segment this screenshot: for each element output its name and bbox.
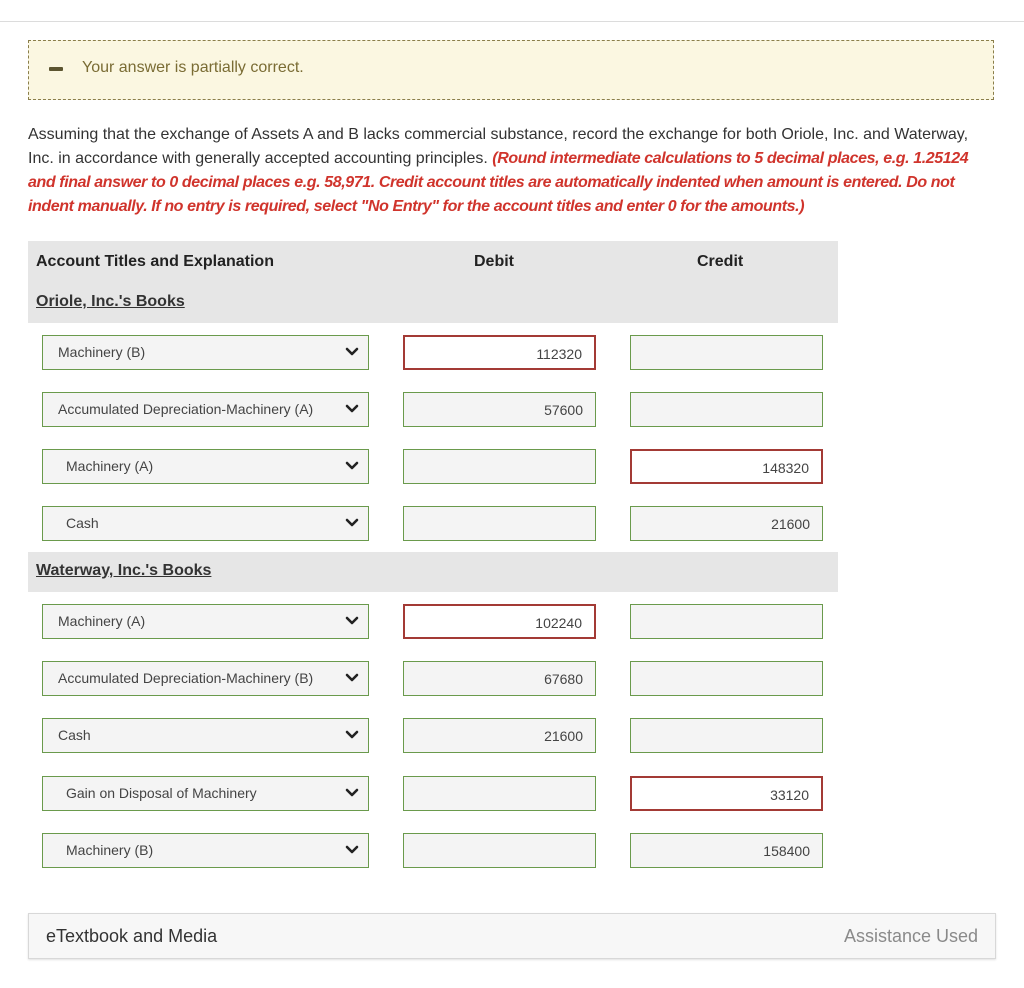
account-select[interactable] xyxy=(42,718,369,753)
chevron-down-icon xyxy=(345,616,359,626)
account-select[interactable] xyxy=(42,776,369,811)
chevron-down-icon xyxy=(345,730,359,740)
credit-input[interactable] xyxy=(630,392,823,427)
chevron-down-icon xyxy=(345,518,359,528)
account-select-value: Machinery (B) xyxy=(66,842,154,858)
debit-value: 112320 xyxy=(536,346,582,362)
account-select[interactable] xyxy=(42,506,369,541)
account-select-value: Cash xyxy=(66,515,99,531)
credit-input[interactable] xyxy=(630,335,823,370)
debit-input[interactable] xyxy=(403,449,596,484)
credit-value: 148320 xyxy=(762,460,809,476)
debit-input[interactable] xyxy=(403,718,596,753)
debit-input[interactable] xyxy=(403,661,596,696)
credit-input[interactable] xyxy=(630,604,823,639)
account-select[interactable] xyxy=(42,392,369,427)
section-title-waterway[interactable]: Waterway, Inc.'s Books xyxy=(36,562,212,579)
account-select-value: Accumulated Depreciation-Machinery (B) xyxy=(58,670,314,686)
account-select-value: Machinery (B) xyxy=(58,344,146,360)
question-instructions: (Round intermediate calculations to 5 decimal places, e.g. 1.25124 and final answer to 0 decimal places e.g. 58,971. Credit account titles are automatically indented when amount is entered. Do not indent manually. If no entry is required, select "No Entry" for the account titles and enter 0 for the amounts.) xyxy=(28,150,969,215)
account-select-value: Gain on Disposal of Machinery xyxy=(66,785,257,801)
top-divider xyxy=(0,21,1024,22)
account-select[interactable] xyxy=(42,335,369,370)
credit-input[interactable] xyxy=(630,718,823,753)
credit-value: 158400 xyxy=(763,843,810,859)
etextbook-link[interactable]: eTextbook and Media xyxy=(46,926,218,946)
header-debit: Debit xyxy=(474,253,514,270)
credit-input[interactable] xyxy=(630,833,823,868)
debit-input[interactable] xyxy=(403,776,596,811)
chevron-down-icon xyxy=(345,673,359,683)
debit-value: 67680 xyxy=(544,671,583,687)
credit-value: 33120 xyxy=(770,787,809,803)
debit-input[interactable] xyxy=(403,335,596,370)
account-select[interactable] xyxy=(42,833,369,868)
chevron-down-icon xyxy=(345,461,359,471)
account-select-value: Cash xyxy=(58,727,91,743)
header-credit: Credit xyxy=(697,253,744,270)
account-select[interactable] xyxy=(42,661,369,696)
account-select[interactable] xyxy=(42,449,369,484)
debit-input[interactable] xyxy=(403,506,596,541)
chevron-down-icon xyxy=(345,347,359,357)
alert-text: Your answer is partially correct. xyxy=(82,59,304,76)
debit-value: 102240 xyxy=(535,615,582,631)
chevron-down-icon xyxy=(345,845,359,855)
credit-input[interactable] xyxy=(630,506,823,541)
question-text xyxy=(28,123,988,219)
minus-icon xyxy=(49,67,63,71)
account-select-value: Accumulated Depreciation-Machinery (A) xyxy=(58,401,314,417)
section-title-oriole[interactable]: Oriole, Inc.'s Books xyxy=(36,293,185,310)
question-body: Assuming that the exchange of Assets A and B lacks commercial substance, record the exchange for both Oriole, Inc. and Waterway, Inc. in accordance with generally accepted accounting principles. xyxy=(28,126,969,167)
account-select[interactable] xyxy=(42,604,369,639)
debit-input[interactable] xyxy=(403,833,596,868)
account-select-value: Machinery (A) xyxy=(58,613,146,629)
debit-input[interactable] xyxy=(403,392,596,427)
account-select-value: Machinery (A) xyxy=(66,458,154,474)
chevron-down-icon xyxy=(345,788,359,798)
resources-bar xyxy=(28,913,996,959)
credit-input[interactable] xyxy=(630,776,823,811)
assistance-used-label: Assistance Used xyxy=(843,926,978,946)
debit-input[interactable] xyxy=(403,604,596,639)
partial-correct-alert xyxy=(28,40,994,100)
chevron-down-icon xyxy=(345,404,359,414)
credit-input[interactable] xyxy=(630,661,823,696)
header-account-titles: Account Titles and Explanation xyxy=(36,253,274,270)
debit-value: 57600 xyxy=(544,402,583,418)
credit-value: 21600 xyxy=(771,516,810,532)
debit-value: 21600 xyxy=(544,728,583,744)
credit-input[interactable] xyxy=(630,449,823,484)
